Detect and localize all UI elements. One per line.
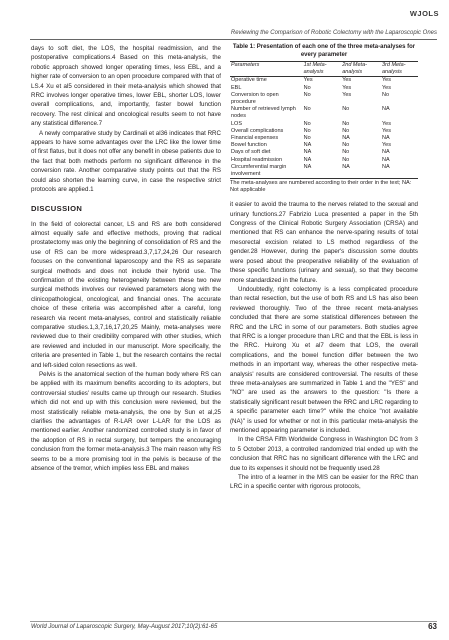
result-cell: No (303, 120, 311, 127)
result-cell: NA (381, 163, 390, 170)
result-cell: NA (381, 106, 390, 113)
table-caption: Table 1: Presentation of each one of the three meta-analyses for every parameter (232, 44, 416, 58)
result-cell: No (303, 91, 311, 98)
table-row (230, 128, 418, 135)
footer-rule (30, 621, 437, 622)
footer-journal: World Journal of Laparoscopic Surgery, May-August 2017;10(2):61-65 (31, 624, 218, 630)
col-header: 3rd Meta-analysis (381, 62, 406, 76)
result-cell: Yes (342, 91, 352, 98)
result-cell: Yes (381, 127, 391, 134)
table-row (230, 135, 418, 142)
result-cell: No (342, 149, 350, 156)
parameter-cell: Financial expenses (231, 135, 279, 142)
table-row (230, 85, 418, 92)
result-cell: No (342, 127, 350, 134)
result-cell: No (303, 135, 311, 142)
result-cell: No (342, 120, 350, 127)
table-row (230, 77, 418, 85)
parameter-cell: Days of soft diet (231, 149, 271, 156)
col-header: 2nd Meta-analysis (342, 62, 367, 76)
left-column (31, 44, 221, 473)
right-column (230, 44, 418, 492)
result-cell: No (342, 142, 350, 149)
table-row (230, 106, 418, 120)
result-cell: Yes (342, 77, 352, 84)
parameter-cell: Hospital readmission (231, 156, 283, 163)
parameter-cell: Overall complications (231, 127, 284, 134)
result-cell: NA (303, 156, 312, 163)
parameter-cell: Circumferential margin involvement (231, 163, 287, 178)
table-row (230, 149, 418, 156)
table-row (230, 157, 418, 164)
parameter-cell: Conversion to open procedure (231, 91, 279, 106)
result-cell: No (303, 127, 311, 134)
table-header-row (230, 62, 418, 77)
result-cell: NA (381, 149, 390, 156)
header-rule (30, 39, 437, 40)
result-cell: Yes (381, 142, 391, 149)
table-body (230, 77, 418, 179)
result-cell: NA (303, 149, 312, 156)
result-cell: Yes (381, 120, 391, 127)
result-cell: No (303, 84, 311, 91)
running-head: Reviewing the Comparison of Robotic Colectomy with the Laparoscopic Ones (230, 30, 437, 36)
table-row (230, 121, 418, 128)
result-cell: NA (303, 142, 312, 149)
table-1 (230, 44, 418, 194)
parameter-cell: Operative time (231, 77, 267, 84)
result-cell: NA (303, 163, 312, 170)
paragraph: A newly comparative study by Cardinali et al36 indicates that RRC appears to have some advantages over the LRC like the lower time of first flatus, but it does not offer any benefit in obese patients due to the fact that both methods perform no significant difference in the conversion rate. Another comparative study points out that the RS could also shorten the learning curve, in case the respective strict protocols are applied.1 (31, 129, 221, 194)
section-heading-discussion: DISCUSSION (31, 203, 83, 213)
result-cell: Yes (303, 77, 313, 84)
result-cell: No (342, 106, 350, 113)
table-row (230, 92, 418, 106)
parameter-cell: EBL (231, 84, 242, 91)
result-cell: No (342, 156, 350, 163)
paragraph: In the CRSA Fifth Worldwide Congress in Washington DC from 3 to 5 October 2013, a controlled randomized trial ended up with the conclusion that RRC has no significant difference with the LRC and due to its expenses it should not be frequently used.28 (230, 436, 418, 472)
page-number: 63 (428, 622, 437, 631)
paragraph: days to soft diet, the LOS, the hospital readmission, and the postoperative complications.4 Based on this meta-analysis, the robotic approach showed longer operating times, less EBL, and a higher rate of conversion to an open procedure compared with that of LS.4 Xu et al5 considered in their meta-analysis which showed that RRC involves longer operative times, lower EBL, shorter LOS, lower overall complications, and, importantly, faster bowel function recovery. The rest clinical and oncological results seem to not have any statistical difference.7 (31, 45, 221, 128)
table-note: The meta-analyses are numbered according to their order in the text; NA: Not applicable (230, 180, 412, 194)
paragraph: In the field of colorectal cancer, LS and RS are both considered almost equally safe and effective methods, proving that radical prostatectomy was only the beginning of consolidation of RS and the use of RS can be more widespread.3,7,17,24,26 Our research focuses on the conventional laparoscopy and the RS as separate surgical methods and does not include their hybrid use. The confirmation of the existing heterogeneity between these two new surgical methods involves our reviewed parameters along with the clinicopathological, oncological, and financial ones. The accurate choice of these criteria was accomplished after a careful, long research via recent meta-analyses, control and statistically reliable comparative studies.1,3,7,16,17,20,25 Mainly, meta-analyses were reviewed due to their credibility compared with other studies, which are reviewed and included in our manuscript. More specifically, the criteria are presented in Table 1, but the research contains the rectal and left-sided colon resections as well. (31, 220, 221, 369)
col-header: 1st Meta-analysis (303, 62, 327, 76)
paragraph: The intro of a learner in the MIS can be easier for the RRC than LRC in a specific center with rigorous protocols, (230, 474, 418, 491)
result-cell: NA (381, 156, 390, 163)
result-cell: No (381, 91, 390, 98)
result-cell: NA (342, 135, 350, 142)
paragraph: it easier to avoid the trauma to the nerves related to the sexual and urinary functions.27 Fabrizio Luca presented a paper in the 5th Congress of the Clinical Robotic Surgery Association (CRSA) and mentioned that RS can enhance the nerve-sparing results of total mesorectal excision related to LS method regardless of the gender.28 However, during the paper's discussion some doubts were posed about the preoperative reliability of the evaluation of these specific functions (urinary and sexual), so that they become more standardized in the future. (230, 201, 418, 284)
col-header: Parameters (231, 62, 260, 68)
table-row (230, 142, 418, 149)
journal-tag: WJOLS (409, 9, 439, 18)
result-cell: NA (381, 135, 390, 142)
result-cell: Yes (381, 84, 391, 91)
result-cell: Yes (342, 84, 352, 91)
parameter-cell: LOS (231, 120, 243, 127)
meta-analyses-table (230, 61, 418, 179)
parameter-cell: Number of retrieved lymph nodes (231, 106, 296, 120)
result-cell: Yes (381, 77, 391, 84)
result-cell: No (303, 106, 311, 113)
parameter-cell: Bowel function (231, 142, 267, 149)
paragraph: Pelvis is the anatomical section of the human body where RS can be applied with its maximum benefits according to its adopters, but controversial studies' results came up through our research. Studies which did not end up with this conclusion were reviewed, but the most statistically reliable meta-analysis, the one by Sun et al,25 clarifies the advantages of R-LAR over L-LAR for the LOS as mentioned earlier. Another randomized controlled study is in favor of the adoption of RS in rectal surgery, but tempers the encouraging conclusion from the former meta-analysis.3 The main reason why RS seems to be a more promising tool in the pelvis is because of the absence of the tremor, which implies less EBL and makes (31, 371, 221, 473)
paragraph: Undoubtedly, right colectomy is a less complicated procedure than rectal resection, but the use of both RS and LS has also been reviewed thoroughly. Two of the three recent meta-analyses concluded that there are some statistical differences between the RRC and the LRC in some of our parameters. Both studies agree that RRC is a longer procedure than LRC and that the EBL is less in the RRC. Huirong Xu et al7 deem that LOS, the overall complications, and the bowel function differ between the two methods in an important way, whereas the other respective meta-analysis' results are considered controversial. The results of these three meta-analyses are summarized in Table 1 and the "YES" and "NO" are used as the answers to the question: "Is there a statistically significant result between the RRC and LRC regarding to a specific parameter each time?" while the choice "not available (NA)" is used for whether or not in this particular meta-analysis the mentioned appearing parameter is included. (230, 285, 418, 434)
table-row (230, 164, 418, 179)
result-cell: NA (342, 163, 350, 170)
